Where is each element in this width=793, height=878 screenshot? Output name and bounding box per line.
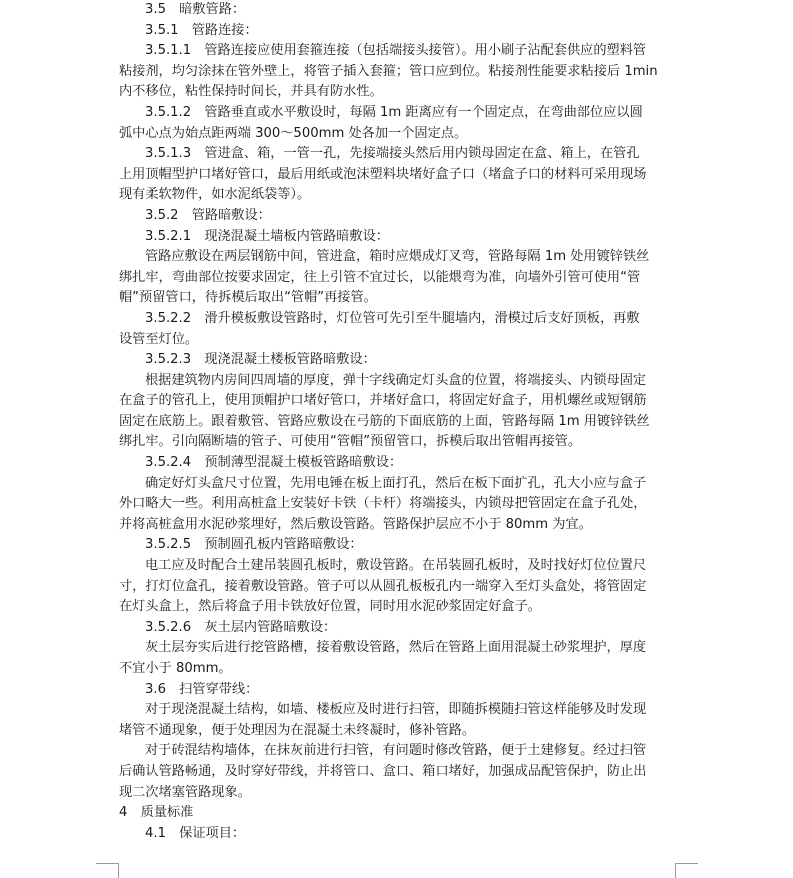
text-line: 上用顶帽型护口堵好管口，最后用纸或泡沫塑料块堵好盒子口（堵盒子口的材料可采用现场 [119, 166, 647, 182]
text-line: 3.5.2.1 现浇混凝土墙板内管路暗敷设： [145, 228, 389, 244]
text-line: 并将高桩盒用水泥砂浆埋好，然后敷设管路。管路保护层应不小于 80mm 为宜。 [119, 516, 592, 532]
text-line: 3.6 扫管穿带线： [145, 681, 259, 697]
text-line: 绑扎牢，弯曲部位按要求固定，往上引管不宜过长，以能煨弯为准，向墙外引管可使用“管 [119, 269, 641, 285]
text-line: 3.5 暗敷管路： [145, 2, 246, 17]
text-line: 不宜小于 80mm。 [119, 661, 232, 676]
text-line: 设管至灯位。 [119, 331, 199, 347]
text-line: 3.5.1.1 管路连接应使用套箍连接（包括端接头接管）。用小刷子沾配套供应的塑料管 [145, 43, 647, 59]
text-line: 寸，打灯位盒孔，接着敷设管路。管子可以从圆孔板板孔内一端穿入至灯头盒处，将管固定 [119, 578, 647, 594]
text-line: 后确认管路畅通，及时穿好带线，并将管口、盒口、箱口堵好，加强成品配管保护，防止出 [119, 763, 647, 779]
text-line: 固定在底筋上。跟着敷管、管路应敷设在弓筋的下面底筋的上面，管路每隔 1m 用镀锌铁丝 [119, 413, 650, 429]
text-line: 3.5.2.4 预制薄型混凝土模板管路暗敷设： [145, 455, 403, 471]
text-line: 现二次堵塞管路现象。 [119, 784, 251, 800]
text-line: 4 质量标准 [119, 805, 194, 821]
page-corner-mark-left [96, 863, 119, 878]
text-line: 电工应及时配合土建吊装圆孔板时，敷设管路。在吊装圆孔板时，及时找好灯位位置尺 [145, 558, 647, 574]
text-line: 对于砖混结构墙体，在抹灰前进行扫管，有问题时修改管路，便于土建修复。经过扫管 [145, 743, 647, 759]
text-line: 对于现浇混凝土结构，如墙、楼板应及时进行扫管，即随拆模随扫管这样能够及时发现 [145, 702, 647, 718]
text-line: 内不移位，粘性保持时间长，并具有防水性。 [119, 84, 383, 100]
text-line: 3.5.2 管路暗敷设： [145, 207, 271, 223]
text-line: 帽”预留管口，待拆模后取出“管帽”再接管。 [119, 290, 377, 306]
page-corner-mark-right [675, 863, 698, 878]
text-line: 根据建筑物内房间四周墙的厚度，弹十字线确定灯头盒的位置，将端接头、内锁母固定 [145, 372, 647, 388]
text-line: 管路应敷设在两层钢筋中间，管进盒，箱时应煨成灯叉弯，管路每隔 1m 处用镀锌铁丝 [145, 249, 650, 265]
text-line: 4.1 保证项目： [145, 825, 246, 841]
text-line: 弧中心点为始点距两端 300～500mm 处各加一个固定点。 [119, 125, 468, 141]
text-line: 3.5.2.2 滑升模板敷设管路时，灯位管可先引至牛腿墙内，滑模过后支好顶板，再敷 [145, 310, 640, 326]
text-line: 3.5.1.2 管路垂直或水平敷设时，每隔 1m 距离应有一个固定点，在弯曲部位应以圆 [145, 104, 643, 120]
text-line: 绑扎牢。引向隔断墙的管子、可使用“管帽”预留管口，拆模后取出管帽再接管。 [119, 434, 582, 450]
text-line: 3.5.2.3 现浇混凝土楼板管路暗敷设： [145, 352, 376, 368]
document-body [119, 0, 679, 844]
text-line: 确定好灯头盒尺寸位置，先用电锤在板上面打孔，然后在板下面扩孔，孔大小应与盒子 [145, 475, 647, 491]
text-line: 灰土层夯实后进行挖管路槽，接着敷设管路，然后在管路上面用混凝土砂浆埋护，厚度 [145, 640, 647, 656]
text-line: 粘接剂，均匀涂抹在管外壁上，将管子插入套箍；管口应到位。粘接剂性能要求粘接后 1min [119, 63, 658, 79]
text-line: 在灯头盒上，然后将盒子用卡铁放好位置，同时用水泥砂浆固定好盒子。 [119, 599, 541, 615]
text-line: 在盒子的管孔上，使用顶帽护口堵好管口，并堵好盒口，将固定好盒子，用机螺丝或短钢筋 [119, 393, 647, 409]
text-line: 3.5.2.5 预制圆孔板内管路暗敷设： [145, 537, 363, 553]
text-line: 3.5.1 管路连接： [145, 22, 258, 38]
text-line: 3.5.1.3 管进盒、箱，一管一孔，先接端接头然后用内锁母固定在盒、箱上，在管孔 [145, 146, 640, 162]
text-line: 3.5.2.6 灰土层内管路暗敷设： [145, 619, 337, 635]
text-line: 现有柔软物件，如水泥纸袋等）。 [119, 187, 311, 203]
text-line: 堵管不通现象，便于处理因为在混凝土未终凝时，修补管路。 [119, 722, 476, 738]
text-line: 外口略大一些。利用高桩盒上安装好卡铁（卡杆）将端接头，内锁母把管固定在盒子孔处， [119, 496, 647, 512]
